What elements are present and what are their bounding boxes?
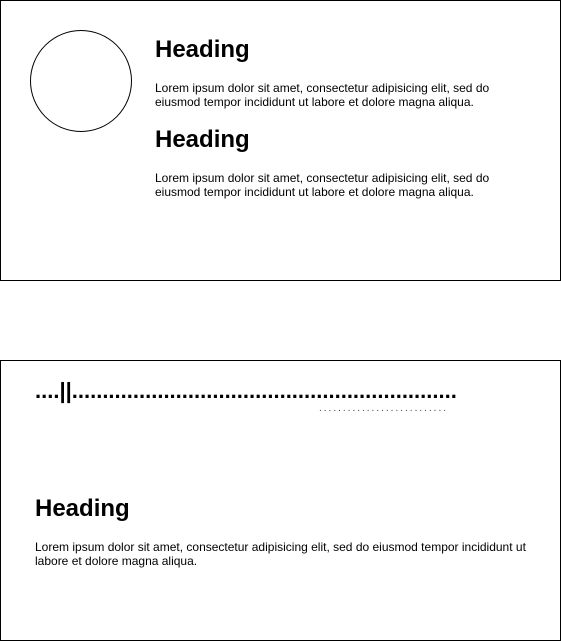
- text-block: [155, 36, 515, 109]
- section-body: Lorem ipsum dolor sit amet, consectetur adipisicing elit, sed do eiusmod tempor incididunt ut labore et dolore magna aliqua.: [35, 540, 526, 568]
- bottom-panel: [0, 360, 561, 641]
- dotted-line-small: ...........................: [319, 403, 449, 414]
- circle-shape: [30, 30, 132, 132]
- dotted-line-text: ....||...............................................................: [35, 378, 457, 403]
- text-block: [35, 495, 535, 568]
- section-heading: Heading: [35, 495, 130, 522]
- top-panel: [0, 0, 561, 281]
- section-heading: Heading: [155, 126, 250, 153]
- section-heading: Heading: [155, 36, 250, 63]
- section-body: Lorem ipsum dolor sit amet, consectetur adipisicing elit, sed do eiusmod tempor incididunt ut labore et dolore magna aliqua.: [155, 81, 490, 109]
- text-block: [155, 126, 515, 199]
- section-body: Lorem ipsum dolor sit amet, consectetur adipisicing elit, sed do eiusmod tempor incididunt ut labore et dolore magna aliqua.: [155, 171, 490, 199]
